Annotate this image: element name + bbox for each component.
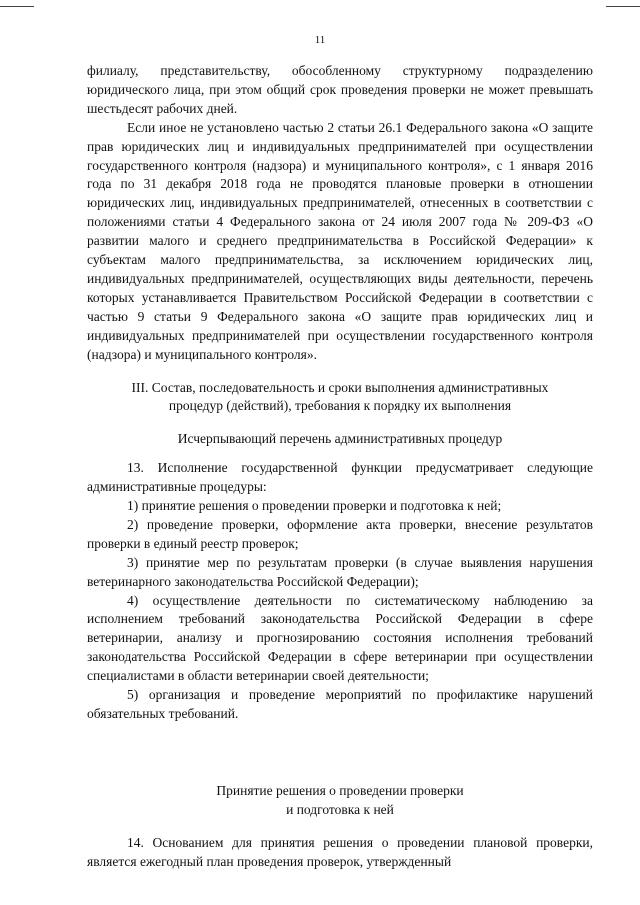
procedure-item: 1) принятие решения о проведении проверки и подготовка к ней; xyxy=(127,498,502,514)
subsection-heading-line1: Принятие решения о проведении проверки xyxy=(216,782,464,798)
subsection-heading-line2: и подготовка к ней xyxy=(286,801,394,817)
section-heading-line2: процедур (действий), требования к порядку их выполнения xyxy=(168,398,512,414)
paragraph-continuation: филиалу, представительству, обособленному структурному подразделению юридического лица, при этом общий срок проведения проверки не может превышать шестьдесят рабочих дней. xyxy=(87,63,593,116)
procedure-item: 3) принятие мер по результатам проверки (в случае выявления нарушения ветеринарного законодательства Российской Федерации); xyxy=(87,554,593,589)
paragraph-exemption: Если иное не установлено частью 2 статьи 26.1 Федерального закона «О защите прав юридических лиц и индивидуальных предпринимателей при осуществлении государственного контроля (надзора) и муниципального контроля», с 1 января 2016 года по 31 декабря 2018 года не проводятся плановые проверки в отношении юридических лиц, индивидуальных предпринимателей, отнесенных в соответствии с положениями статьи 4 Федерального закона от 24 июля 2007 года № 209-ФЗ «О развитии малого и среднего предпринимательства в Российской Федерации» к субъектам малого предпринимательства, за исключением юридических лиц, индивидуальных предпринимателей, осуществляющих виды деятельности, перечень которых устанавливается Правительством Российской Федерации в соответствии с частью 9 статьи 9 Федерального закона «О защите прав юридических лиц и индивидуальных предпринимателей при осуществлении государственного контроля (надзора) и муниципального контроля». xyxy=(87,119,593,362)
subheading-procedures: Исчерпывающий перечень административных процедур xyxy=(177,431,503,447)
document-body xyxy=(87,62,593,872)
item-14-text: 14. Основанием для принятия решения о проведении плановой проверки, является ежегодный план проведения проверок, утвержденный xyxy=(87,834,593,869)
procedure-item: 4) осуществление деятельности по систематическому наблюдению за исполнением требований законодательства Российской Федерации в сфере ветеринарии, анализу и прогнозированию состояния исполнения требований законодательства Российской Федерации в сфере ветеринарии при осуществлении специалистами в области ветеринарии своей деятельности; xyxy=(87,592,593,684)
scan-edge-mark xyxy=(0,6,34,7)
page-number: 11 xyxy=(314,34,326,46)
procedure-item: 2) проведение проверки, оформление акта проверки, внесение результатов проверки в единый реестр проверок; xyxy=(87,516,593,551)
scan-edge-mark xyxy=(606,6,640,7)
item-13-intro: 13. Исполнение государственной функции предусматривает следующие административные процедуры: xyxy=(87,460,593,495)
section-heading-line1: III. Состав, последовательность и сроки выполнения административных xyxy=(131,379,549,395)
procedure-item: 5) организация и проведение мероприятий по профилактике нарушений обязательных требований. xyxy=(87,687,593,721)
